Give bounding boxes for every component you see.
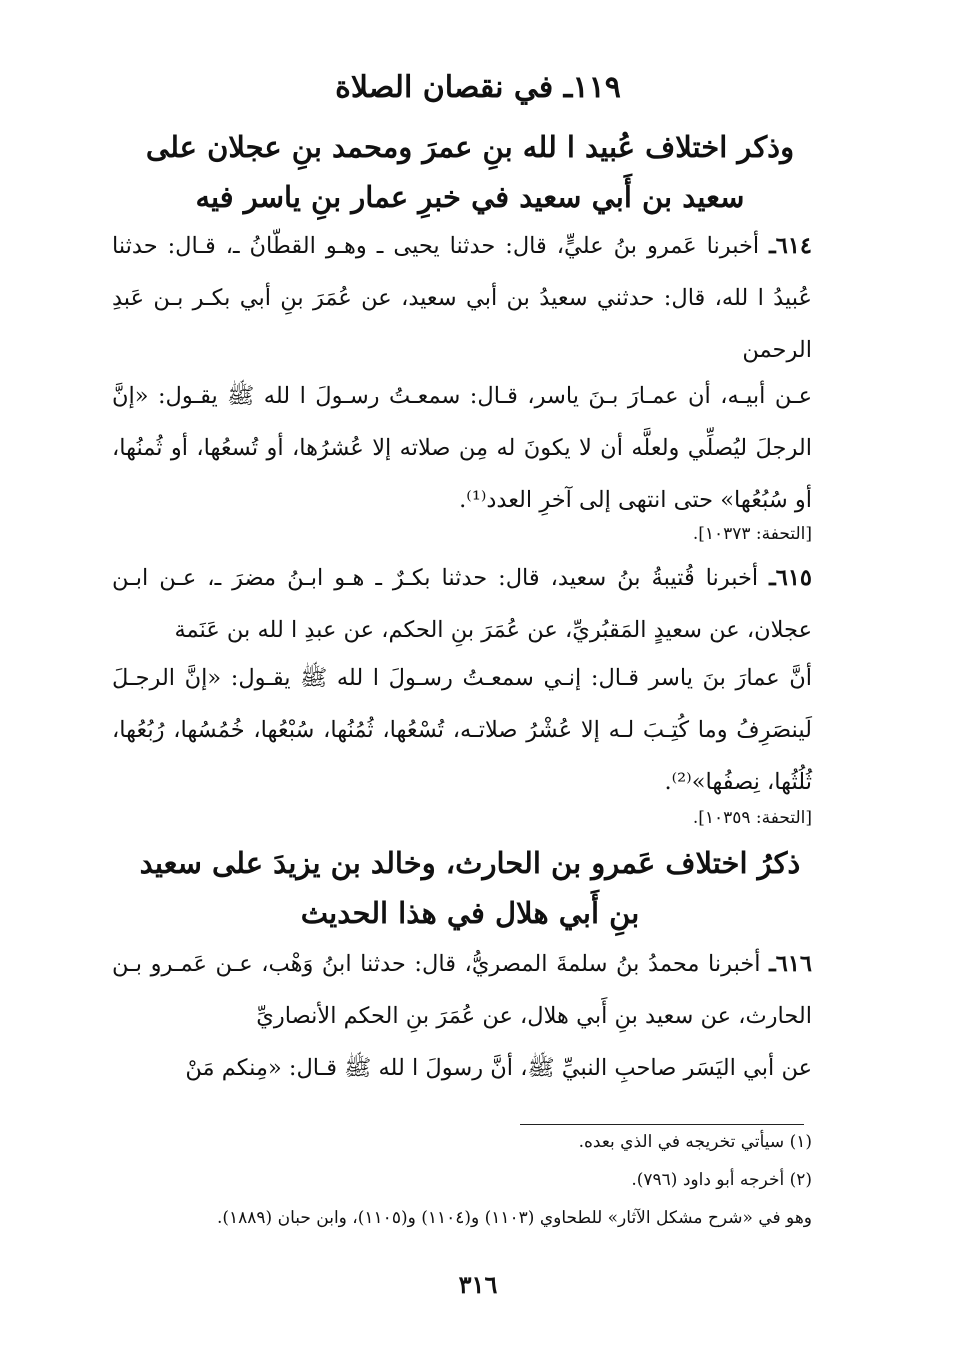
hadith-616-isnad: [112, 938, 812, 1042]
hadith-number: ٦١٤ـ: [769, 233, 812, 259]
footnote-divider: [520, 1124, 804, 1125]
tuhfa-reference: [التحفة: ١٠٣٧٣].: [692, 524, 812, 544]
hadith-615-isnad: [112, 552, 812, 656]
hadith-616-matn: عن أبي اليَسَر صاحبِ النبيِّ ﷺ، أنَّ رسولَ ا لله ﷺ قـال: «مِنكم مَنْ: [185, 1055, 812, 1081]
page-number: ٣١٦: [458, 1270, 498, 1299]
hadith-615-matn: أنَّ عمارَ بنَ ياسر قـال: إنـي سمعـتُ رسـولَ ا لله ﷺ يقـول: «إنَّ الرجـلَ لَينصَرِفُ وما كُتِـبَ لـه إلا عُشْرُ صلاتـه، تُسْعُها، ثُمُنُها، سُبْعُها، خُمُسُها، رُبُعُها، ثُلُثُها، نِصفُها»⁽²⁾.: [112, 665, 812, 795]
hadith-614-matn: عـن أبيـه، أن عمـارَ بـنَ ياسر، قـال: سمعـتُ رسـولَ ا لله ﷺ يقـول: «إنَّ الرجلَ ليُصلِّي ولعلَّه أن لا يكونَ له مِن صلاته إلا عُشرُها، أو تُسعُها، أو ثُمنُها، أو سُبُعُها» حتى انتهى إلى آخرِ العدد⁽¹⁾.: [112, 383, 812, 513]
isnad-text: أخبرنا قُتيبةُ بنُ سعيد، قال: حدثنا بكـرٌ ـ هـو ابـنُ مضرَ ـ، عـن ابـن عجلان، عن سعيدٍ المَقبُريِّ، عن عُمَرَ بنِ الحكم، عن عبدِ ا لله بن عَنَمة: [112, 565, 812, 643]
isnad-text: أخبرنا محمدُ بنُ سلمةَ المصريُّ، قال: حدثنا ابنُ وَهْب، عـن عَمـرو بـن الحارث، عن سعيد بنِ أَبي هلال، عن عُمَرَ بنِ الحكم الأنصاريِّ: [112, 951, 812, 1029]
footnote: (٢) أخرجه أبو داود (٧٩٦).: [631, 1170, 812, 1190]
hadith-614-isnad: [112, 220, 812, 376]
hadith-number: ٦١٦ـ: [769, 951, 812, 977]
tuhfa-reference: [التحفة: ١٠٣٥٩].: [692, 808, 812, 828]
chapter-title: ١١٩ـ في نقصان الصلاة: [335, 70, 621, 105]
section-heading: وذكر اختلاف عُبيد ا لله بنِ عمرَ ومحمد بنِ عجلان على سعيد بن أَبي سعيد في خبرِ عمار بنِ ياسر فيه: [145, 130, 795, 214]
hadith-number: ٦١٥ـ: [769, 565, 812, 591]
section-heading: ذكرُ اختلاف عَمرو بن الحارث، وخالد بن يزيدَ على سعيد بنِ أَبي هلال في هذا الحديث: [139, 846, 801, 930]
footnote: (١) سيأتي تخريجه في الذي بعده.: [578, 1132, 812, 1152]
footnote: وهو في «شرح مشكل الآثار» للطحاوي (١١٠٣) و(١١٠٤) و(١١٠٥)، وابن حبان (١٨٨٩).: [216, 1208, 812, 1228]
isnad-text: أخبرنا عَمرو بنُ عليٍّ، قال: حدثنا يحيى ـ وهـو القطّانُ ـ، قـال: حدثنا عُبيدُ ا لله، قال: حدثني سعيدُ بن أبي سعيد، عن عُمَرَ بنِ أبي بكـر بـن عَبدِ الرحمن: [112, 233, 812, 363]
